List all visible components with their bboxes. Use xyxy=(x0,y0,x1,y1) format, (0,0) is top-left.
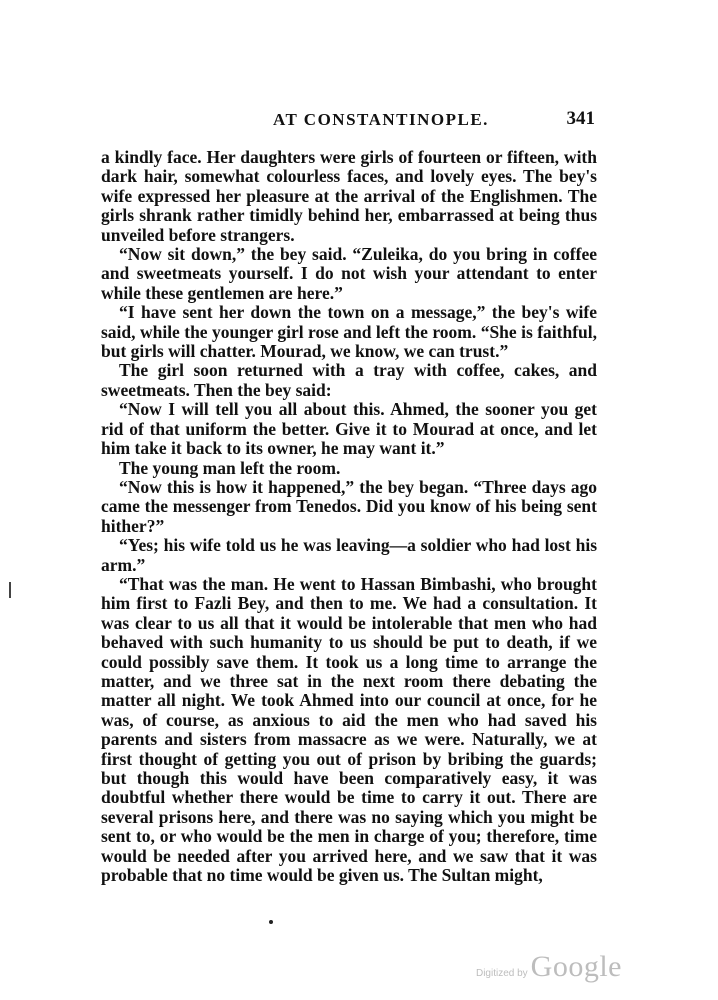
paragraph: “That was the man. He went to Hassan Bimbashi, who brought him first to Fazli Bey, and then to me. We had a consultation. It was clear to us all that it would be intolerable that men who had behaved with such humanity to us should be put to death, if we could possibly save them. It took us a long time to arrange the matter, and we three sat in the next room there debating the matter all night. We took Ahmed into our council at once, for he was, of course, as anxious to aid the men who had saved his parents and sisters from massacre as we were. Naturally, we at first thought of getting you out of prison by bribing the guards; but though this would have been comparatively easy, it was doubtful whether there would be time to carry it out. There are several prisons here, and there was no saying which you might be sent to, or who would be the men in charge of you; therefore, time would be needed after you arrived here, and we saw that it was probable that no time would be given us. The Sultan might, xyxy=(101,573,597,886)
page-number: 341 xyxy=(566,108,595,129)
paragraph: “I have sent her down the town on a message,” the bey's wife said, while the younger girl rose and left the room. “She is faithful, but girls will chatter. Mourad, we know, we can trust.” xyxy=(101,302,597,362)
page-header xyxy=(101,110,599,136)
running-head: AT CONSTANTINOPLE. xyxy=(273,110,489,129)
body-text xyxy=(101,148,597,885)
ink-dot xyxy=(269,920,273,924)
paragraph: “Yes; his wife told us he was leaving—a soldier who had lost his arm.” xyxy=(101,535,597,575)
margin-mark xyxy=(9,582,11,598)
google-logo: Google xyxy=(530,950,622,983)
watermark-prefix: Digitized by xyxy=(475,968,528,979)
paragraph: “Now sit down,” the bey said. “Zuleika, do you bring in coffee and sweetmeats yourself. I do not wish your attendant to enter while these gentlemen are here.” xyxy=(101,244,597,303)
digitized-watermark xyxy=(476,950,622,984)
paragraph: The young man left the room. xyxy=(119,457,341,478)
paragraph: The girl soon returned with a tray with coffee, cakes, and sweetmeats. Then the bey said: xyxy=(101,360,597,400)
paragraph: “Now this is how it happened,” the bey began. “Three days ago came the messenger from Tenedos. Did you know of his being sent hither?” xyxy=(101,476,597,536)
paragraph-continuation: a kindly face. Her daughters were girls of fourteen or fifteen, with dark hair, somewhat colourless faces, and lovely eyes. The bey's wife expressed her pleasure at the arrival of the Englishmen. The girls shrank rather timidly behind her, embarrassed at being thus unveiled before strangers. xyxy=(101,147,597,245)
paragraph: “Now I will tell you all about this. Ahmed, the sooner you get rid of that uniform the better. Give it to Mourad at once, and let him take it back to its owner, he may want it.” xyxy=(101,399,597,459)
